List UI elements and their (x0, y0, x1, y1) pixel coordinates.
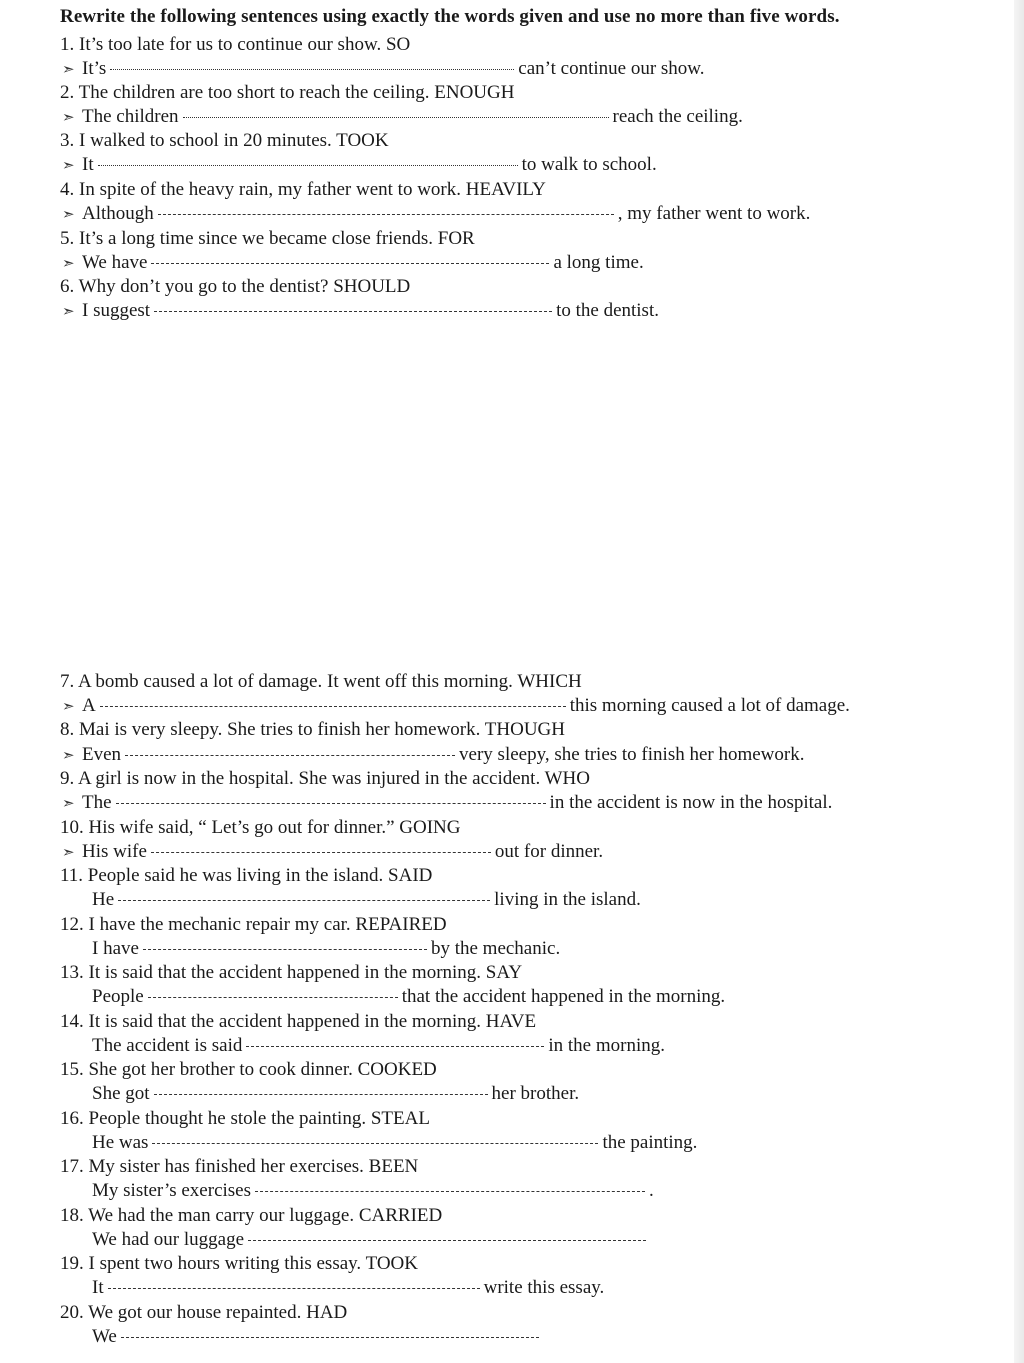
answer-lead: People (92, 986, 144, 1007)
answer-lead: Although (82, 203, 154, 224)
answer-7 (62, 694, 850, 719)
answer-blank[interactable] (98, 164, 518, 166)
answer-4 (62, 202, 810, 227)
answer-lead: A (82, 695, 96, 716)
answer-tail: can’t continue our show. (518, 58, 705, 79)
answer-blank[interactable] (148, 996, 398, 998)
answer-tail: that the accident happened in the morning. (401, 986, 726, 1007)
question-2: 2. The children are too short to reach the ceiling. ENOUGH (60, 82, 515, 103)
arrow-icon: ➣ (62, 256, 75, 272)
question-16: 16. People thought he stole the painting. STEAL (60, 1108, 430, 1129)
question-3: 3. I walked to school in 20 minutes. TOOK (60, 130, 389, 151)
answer-blank[interactable] (255, 1190, 645, 1192)
answer-20 (92, 1325, 543, 1349)
answer-lead: She got (92, 1083, 150, 1104)
answer-lead: It (92, 1277, 104, 1298)
answer-tail: to the dentist. (556, 300, 659, 321)
answer-tail: out for dinner. (494, 841, 604, 862)
question-18: 18. We had the man carry our luggage. CARRIED (60, 1205, 443, 1226)
answer-blank[interactable] (154, 1093, 488, 1095)
question-17: 17. My sister has finished her exercises. BEEN (60, 1156, 419, 1177)
question-6: 6. Why don’t you go to the dentist? SHOULD (60, 276, 411, 297)
question-19: 19. I spent two hours writing this essay. TOOK (60, 1253, 418, 1274)
answer-lead: We had our luggage (92, 1229, 244, 1250)
answer-lead: He (92, 889, 115, 910)
answer-17 (92, 1179, 654, 1203)
answer-5 (62, 251, 644, 276)
answer-blank[interactable] (152, 1142, 598, 1144)
answer-11 (92, 888, 641, 912)
answer-tail: reach the ceiling. (612, 106, 743, 127)
answer-tail: this morning caused a lot of damage. (569, 695, 850, 716)
answer-blank[interactable] (121, 1336, 539, 1338)
arrow-icon: ➣ (62, 699, 75, 715)
answer-tail: living in the island. (494, 889, 641, 910)
answer-15 (92, 1082, 579, 1106)
answer-16 (92, 1131, 697, 1155)
answer-tail: write this essay. (483, 1277, 605, 1298)
question-10: 10. His wife said, “ Let’s go out for dinner.” GOING (60, 817, 461, 838)
question-4: 4. In spite of the heavy rain, my father went to work. HEAVILY (60, 179, 546, 200)
question-5: 5. It’s a long time since we became close friends. FOR (60, 228, 475, 249)
question-12: 12. I have the mechanic repair my car. REPAIRED (60, 914, 447, 935)
answer-tail: by the mechanic. (430, 938, 561, 959)
arrow-icon: ➣ (62, 158, 75, 174)
answer-tail: her brother. (491, 1083, 580, 1104)
arrow-icon: ➣ (62, 110, 75, 126)
answer-9 (62, 791, 832, 816)
answer-lead: It’s (82, 58, 107, 79)
answer-8 (62, 743, 804, 768)
answer-blank[interactable] (143, 948, 427, 950)
answer-19 (92, 1276, 604, 1300)
answer-blank[interactable] (246, 1045, 544, 1047)
answer-blank[interactable] (158, 213, 614, 215)
answer-lead: The children (82, 106, 179, 127)
arrow-icon: ➣ (62, 845, 75, 861)
answer-blank[interactable] (108, 1287, 480, 1289)
arrow-icon: ➣ (62, 304, 75, 320)
answer-14 (92, 1034, 665, 1058)
answer-tail: . (649, 1180, 654, 1201)
answer-lead: Even (82, 744, 122, 765)
answer-tail: very sleepy, she tries to finish her homework. (459, 744, 805, 765)
answer-lead: We have (82, 252, 148, 273)
answer-tail: in the accident is now in the hospital. (549, 792, 833, 813)
arrow-icon: ➣ (62, 207, 75, 223)
answer-lead: It (82, 154, 94, 175)
question-7: 7. A bomb caused a lot of damage. It went off this morning. WHICH (60, 671, 582, 692)
answer-blank[interactable] (125, 754, 455, 756)
answer-2 (62, 105, 743, 130)
arrow-icon: ➣ (62, 748, 75, 764)
answer-blank[interactable] (154, 310, 552, 312)
answer-18 (92, 1228, 650, 1252)
answer-lead: We (92, 1326, 117, 1347)
answer-lead: My sister’s exercises (92, 1180, 252, 1201)
question-13: 13. It is said that the accident happened in the morning. SAY (60, 962, 523, 983)
answer-lead: The accident is said (92, 1035, 243, 1056)
question-9: 9. A girl is now in the hospital. She was injured in the accident. WHO (60, 768, 590, 789)
answer-tail: to walk to school. (521, 154, 657, 175)
answer-blank[interactable] (110, 68, 514, 70)
answer-blank[interactable] (183, 116, 609, 118)
answer-blank[interactable] (151, 262, 549, 264)
answer-tail: , my father went to work. (617, 203, 811, 224)
answer-lead: I have (92, 938, 139, 959)
answer-blank[interactable] (248, 1239, 646, 1241)
question-8: 8. Mai is very sleepy. She tries to finish her homework. THOUGH (60, 719, 566, 740)
answer-13 (92, 985, 725, 1009)
answer-3 (62, 153, 657, 178)
question-14: 14. It is said that the accident happened in the morning. HAVE (60, 1011, 537, 1032)
worksheet-title: Rewrite the following sentences using exactly the words given and use no more than five words. (60, 6, 840, 27)
question-11: 11. People said he was living in the island. SAID (60, 865, 433, 886)
answer-tail: a long time. (553, 252, 644, 273)
answer-blank[interactable] (118, 899, 490, 901)
answer-6 (62, 299, 659, 324)
answer-10 (62, 840, 603, 865)
answer-1 (62, 57, 705, 82)
answer-lead: He was (92, 1132, 149, 1153)
question-1: 1. It’s too late for us to continue our show. SO (60, 34, 411, 55)
arrow-icon: ➣ (62, 62, 75, 78)
answer-tail: the painting. (602, 1132, 698, 1153)
answer-blank[interactable] (151, 851, 491, 853)
answer-lead: I suggest (82, 300, 151, 321)
answer-tail: in the morning. (548, 1035, 665, 1056)
answer-lead: His wife (82, 841, 147, 862)
question-20: 20. We got our house repainted. HAD (60, 1302, 348, 1323)
page-edge-shadow (1014, 0, 1024, 1363)
answer-lead: The (82, 792, 112, 813)
answer-blank[interactable] (116, 802, 546, 804)
answer-12 (92, 937, 560, 961)
arrow-icon: ➣ (62, 796, 75, 812)
answer-blank[interactable] (100, 705, 566, 707)
question-15: 15. She got her brother to cook dinner. COOKED (60, 1059, 437, 1080)
